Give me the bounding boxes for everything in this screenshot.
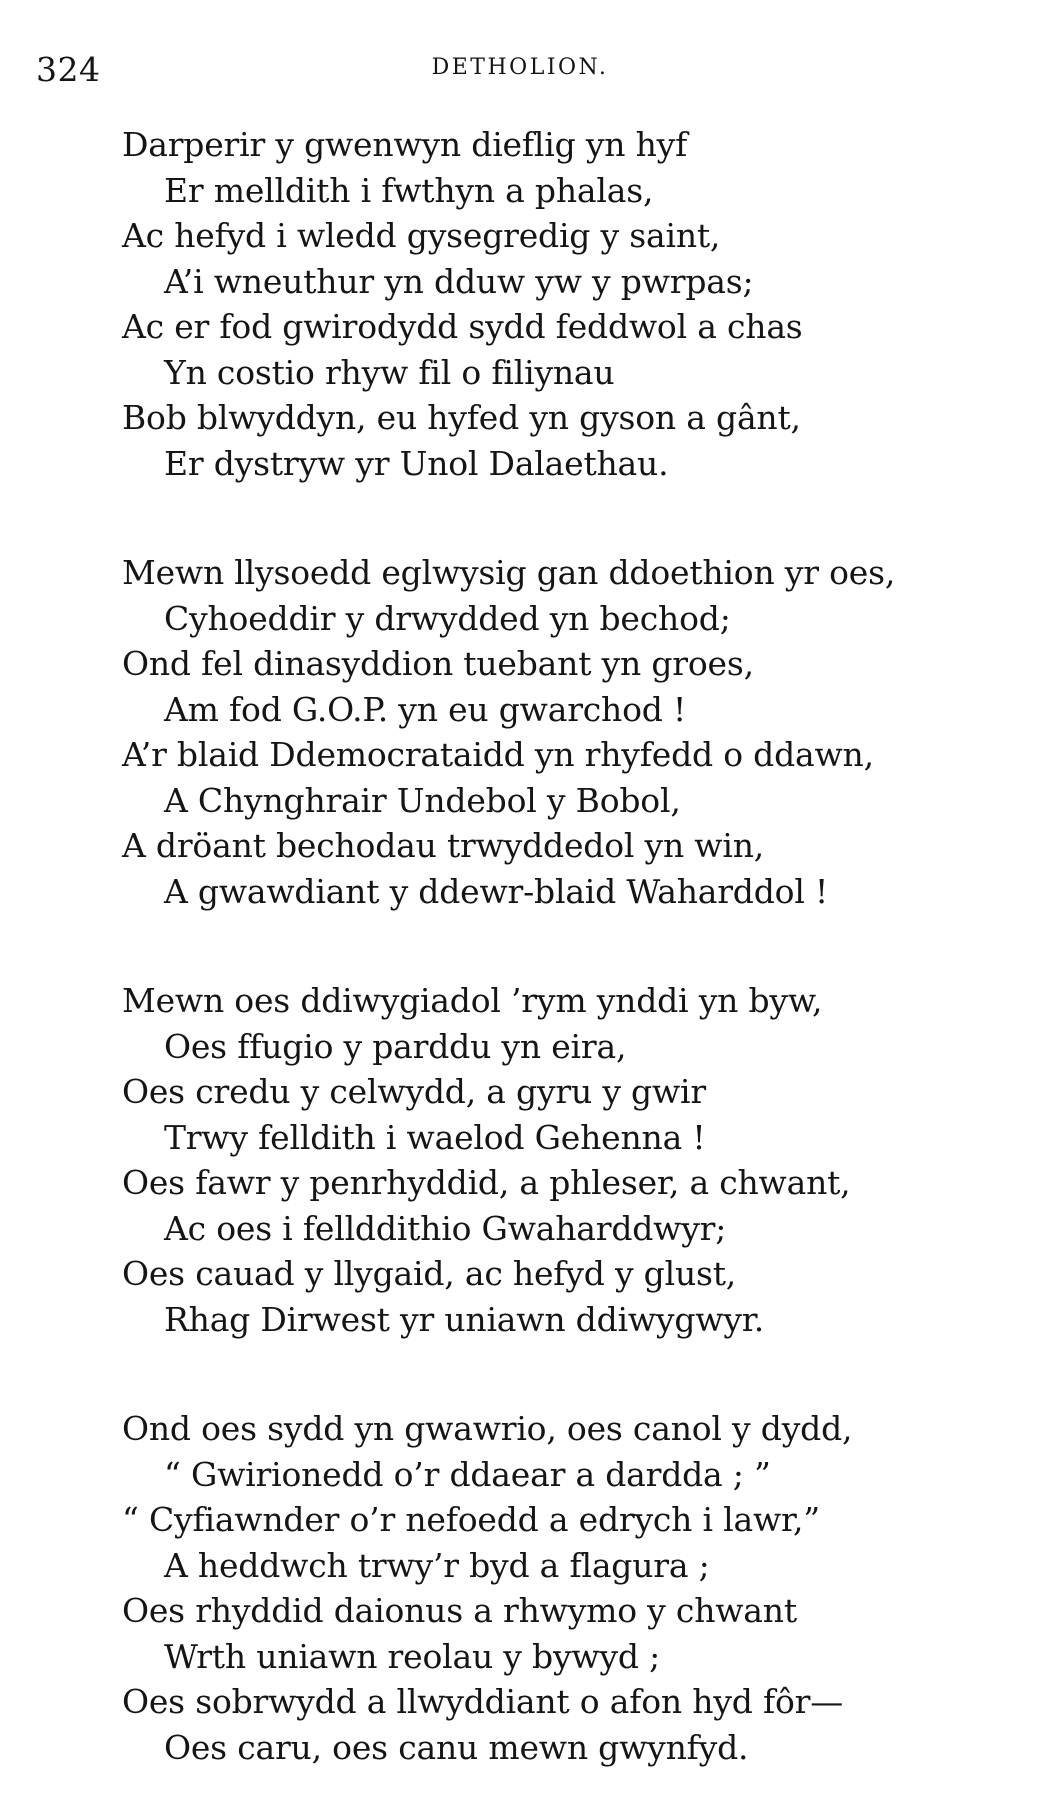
poem <box>122 122 1022 1770</box>
poem-line: Mewn llysoedd eglwysig gan ddoethion yr oes, <box>122 553 896 592</box>
poem-line: “ Cyfiawnder o’r nefoedd a edrych i lawr,” <box>122 1500 820 1539</box>
running-head: DETHOLION. <box>431 55 609 80</box>
poem-line: Yn costio rhyw fil o filiynau <box>164 352 615 392</box>
poem-line: A’i wneuthur yn dduw yw y pwrpas; <box>164 261 754 301</box>
poem-line: Oes cauad y llygaid, ac hefyd y glust, <box>122 1254 737 1293</box>
poem-line: Oes ffugio y parddu yn eira, <box>164 1026 627 1066</box>
poem-line: Ond oes sydd yn gwawrio, oes canol y dydd, <box>122 1409 853 1448</box>
poem-line: A Chynghrair Undebol y Bobol, <box>164 780 681 820</box>
poem-line: Rhag Dirwest yr uniawn ddiwygwyr. <box>164 1299 765 1339</box>
poem-line: Am fod G.O.P. yn eu gwarchod ! <box>164 689 687 729</box>
poem-line: A’r blaid Ddemocrataidd yn rhyfedd o ddawn, <box>122 735 874 774</box>
stanza-4 <box>122 1406 1022 1770</box>
poem-line: Oes sobrwydd a llwyddiant o afon hyd fôr— <box>122 1682 844 1721</box>
stanza-3 <box>122 978 1022 1342</box>
stanza-2 <box>122 550 1022 914</box>
poem-line: Wrth uniawn reolau y bywyd ; <box>164 1636 661 1676</box>
page-number: 324 <box>36 50 101 89</box>
stanza-1 <box>122 122 1022 486</box>
poem-line: Bob blwyddyn, eu hyfed yn gyson a gânt, <box>122 398 801 437</box>
poem-line: A dröant bechodau trwyddedol yn win, <box>122 826 765 865</box>
poem-line: Oes credu y celwydd, a gyru y gwir <box>122 1072 706 1111</box>
poem-line: Ac er fod gwirodydd sydd feddwol a chas <box>122 307 803 346</box>
poem-line: Trwy felldith i waelod Gehenna ! <box>164 1117 706 1157</box>
poem-line: Darperir y gwenwyn dieflig yn hyf <box>122 125 688 164</box>
poem-line: A heddwch trwy’r byd a flagura ; <box>164 1545 710 1585</box>
poem-line: Oes rhyddid daionus a rhwymo y chwant <box>122 1591 797 1630</box>
poem-line: Cyhoeddir y drwydded yn bechod; <box>164 598 731 638</box>
poem-line: Er dystryw yr Unol Dalaethau. <box>164 443 669 483</box>
poem-line: Ac oes i fellddithio Gwaharddwyr; <box>164 1208 727 1248</box>
poem-line: “ Gwirionedd o’r ddaear a dardda ; ” <box>164 1454 771 1494</box>
poem-line: Mewn oes ddiwygiadol ’rym ynddi yn byw, <box>122 981 823 1020</box>
poem-line: Oes fawr y penrhyddid, a phleser, a chwant, <box>122 1163 851 1202</box>
poem-line: A gwawdiant y ddewr-blaid Waharddol ! <box>164 871 829 911</box>
poem-line: Er melldith i fwthyn a phalas, <box>164 170 654 210</box>
poem-line: Oes caru, oes canu mewn gwynfyd. <box>164 1727 749 1767</box>
poem-line: Ond fel dinasyddion tuebant yn groes, <box>122 644 754 683</box>
poem-line: Ac hefyd i wledd gysegredig y saint, <box>122 216 721 255</box>
